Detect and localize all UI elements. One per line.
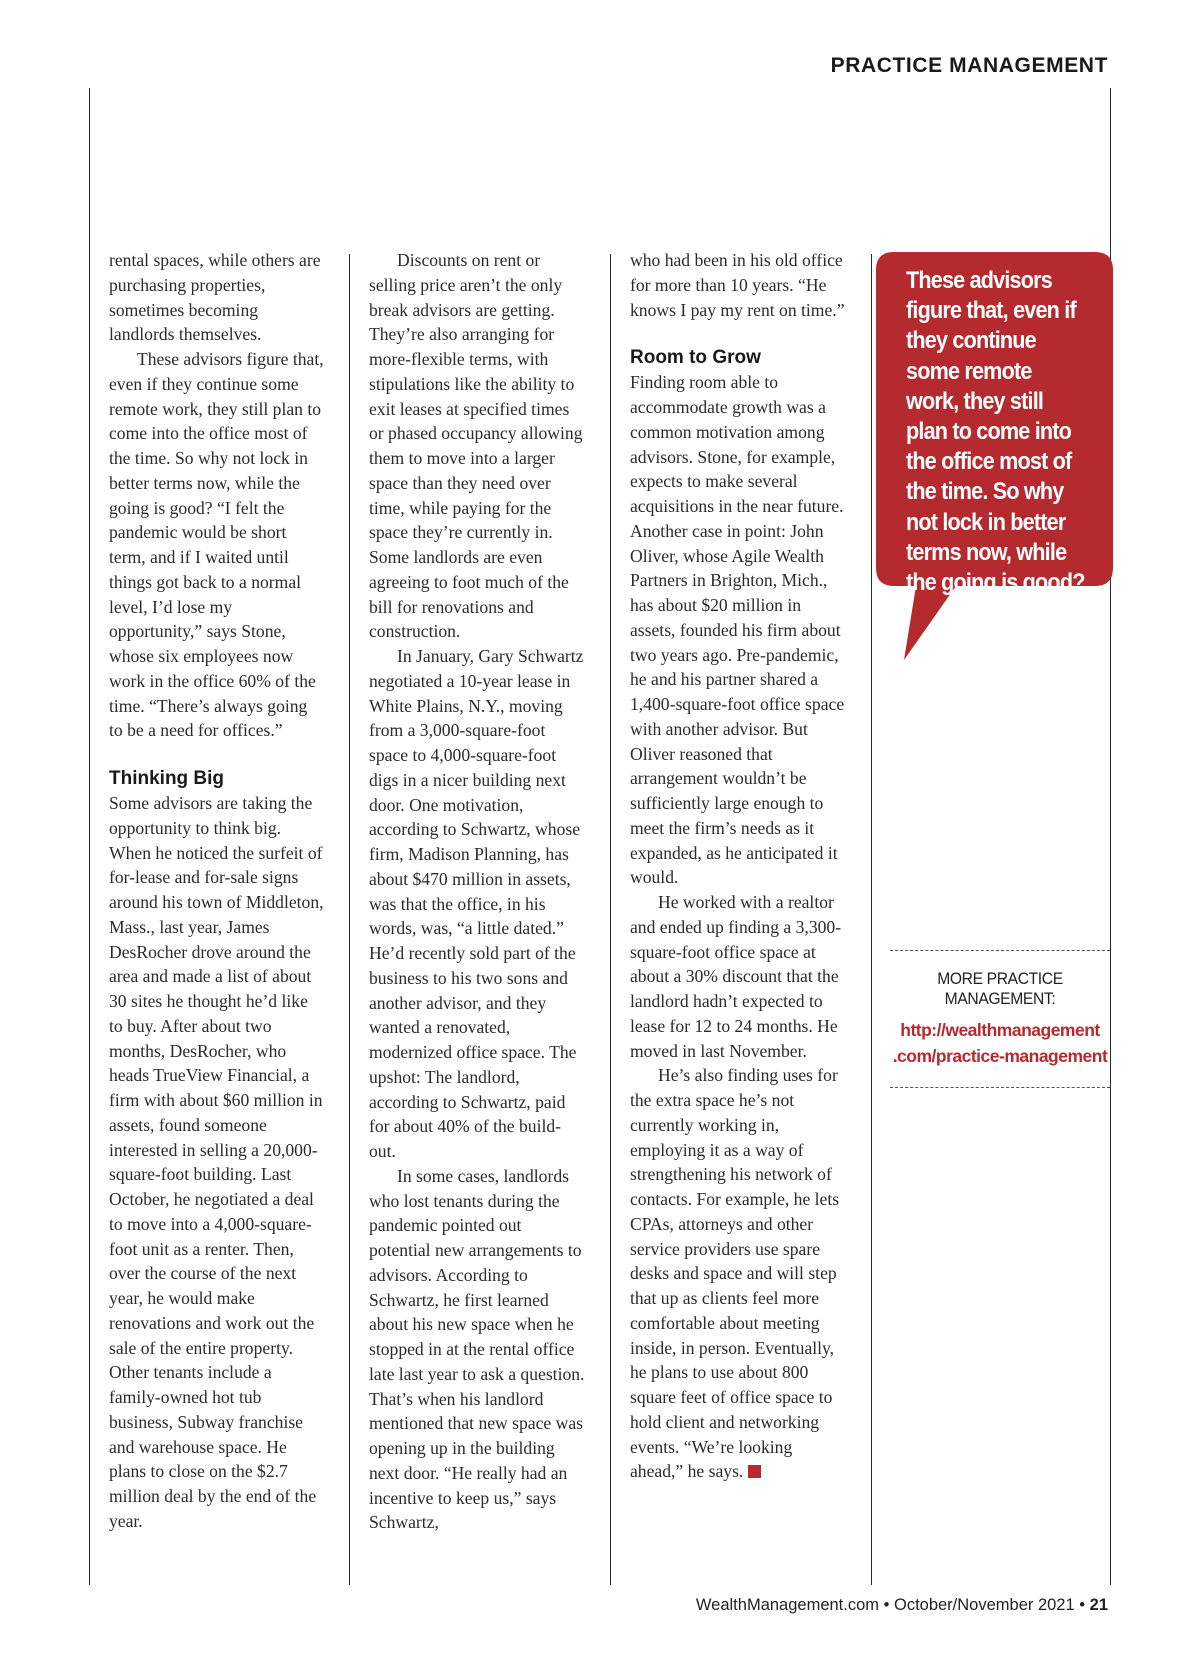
footer-bullet-1: •	[883, 1596, 894, 1614]
practice-management-link[interactable]	[890, 1017, 1110, 1069]
column3-paragraph-1: who had been in his old office for more than 10 years. “He knows I pay my rent on time.”	[630, 250, 845, 320]
left-page-rule	[89, 88, 90, 1585]
column2-paragraph-1: Discounts on rent or selling price aren’t the only break advisors are getting. They’re also arranging for more-flexible terms, with stipulations like the ability to exit leases at specified times or phased occupancy allowing them to move into a larger space than they need over time, while paying for the space they’re currently in. Some landlords are even agreeing to foot much of the bill for renovations and construction.	[369, 250, 583, 642]
column3-paragraph-2: Finding room able to accommodate growth was a common motivation among advisors. Stone, for example, expects to make several acquisitions in the near future. Another case in point: John Oliver, whose Agile Wealth Partners in Brighton, Mich., has about $20 million in assets, founded his firm about two years ago. Pre-pandemic, he and his partner shared a 1,400-square-foot office space with another advisor. But Oliver reasoned that arrangement wouldn’t be sufficiently large enough to meet the firm’s needs as it expanded, as he anticipated it would.	[630, 372, 845, 888]
more-label: MORE PRACTICE MANAGEMENT:	[937, 969, 1063, 1008]
article-column-3	[630, 248, 846, 1484]
column3-paragraph-3: He worked with a realtor and ended up finding a 3,300-square-foot office space at about a 30% discount that the landlord hadn’t expected to lease for 12 to 24 months. He moved in last November.	[630, 892, 842, 1061]
link-line-2: .com/practice-management	[892, 1046, 1108, 1066]
column2-paragraph-3: In some cases, landlords who lost tenants during the pandemic pointed out potential new arrangements to advisors. According to Schwartz, he first learned about his new space when he stopped in at the rental office late last year to ask a question. That’s when his landlord mentioned that new space was opening up in the building next door. “He really had an incentive to keep us,” says Schwartz,	[369, 1165, 585, 1533]
pull-quote-text: These advisors figure that, even if they continue some remote work, they still plan to come into the office most of the time. So why not lock in better terms now, while the going is good?	[906, 267, 1085, 597]
more-practice-management-box	[890, 950, 1110, 1088]
page-footer	[696, 1596, 1108, 1615]
column2-paragraph-2: In January, Gary Schwartz negotiated a 10-year lease in White Plains, N.Y., moving from a 3,000-square-foot space to 4,000-square-foot digs in a nicer building next door. One motivation, according to Schwartz, whose firm, Madison Planning, has about $470 million in assets, was that the office, in his words, was, “a little dated.” He’d recently sold part of the business to his two sons and another advisor, and they wanted a renovated, modernized office space. The upshot: The landlord, according to Schwartz, paid for about 40% of the build-out.	[369, 646, 584, 1161]
page-number: 21	[1089, 1596, 1108, 1614]
column1-paragraph-1: rental spaces, while others are purchasing properties, sometimes becoming landlords themselves.	[109, 250, 321, 345]
link-line-1: http://wealthmanagement	[900, 1020, 1100, 1040]
section-header: PRACTICE MANAGEMENT	[830, 54, 1108, 77]
article-column-2	[369, 248, 585, 1535]
column3-paragraph-4-text: He’s also finding uses for the extra space he’s not currently working in, employing it as a way of strengthening his network of contacts. For example, he lets CPAs, attorneys and other service providers use spare desks and space and will step that up as clients feel more comfortable about meeting inside, in person. Eventually, he plans to use about 800 square feet of office space to hold client and networking events. “We’re looking ahead,” he says.	[630, 1065, 840, 1482]
footer-site: WealthManagement.com	[695, 1596, 880, 1614]
footer-issue: October/November 2021	[893, 1596, 1075, 1614]
column-divider-2	[610, 254, 611, 1585]
column1-paragraph-2: These advisors figure that, even if they continue some remote work, they still plan to come into the office most of the time. So why not lock in better terms now, while the going is good? “I felt the pandemic would be short term, and if I waited until things got back to a normal level, I’d lose my opportunity,” says Stone, whose six employees now work in the office 60% of the time. “There’s always going to be a need for offices.”	[109, 349, 324, 741]
subheading-room-to-grow: Room to Grow	[630, 347, 761, 369]
column1-paragraph-3: Some advisors are taking the opportunity to think big. When he noticed the surfeit of for-lease and for-sale signs around his town of Middleton, Mass., last year, James DesRocher drove around the area and made a list of about 30 sites he thought he’d like to buy. After about two months, DesRocher, who heads TrueView Financial, a firm with about $60 million in assets, found someone interested in selling a 20,000-square-foot building. Last October, he negotiated a deal to move into a 4,000-square-foot unit as a renter. Then, over the course of the next year, he would make renovations and work out the sale of the entire property. Other tenants include a family-owned hot tub business, Subway franchise and warehouse space. He plans to close on the $2.7 million deal by the end of the year.	[109, 793, 324, 1531]
subheading-thinking-big: Thinking Big	[109, 768, 225, 789]
footer-bullet-2: •	[1079, 1596, 1090, 1614]
pull-quote-callout	[876, 252, 1113, 674]
column-divider-1	[349, 254, 350, 1585]
column-divider-3	[871, 254, 872, 1585]
article-column-1	[109, 248, 325, 1534]
column3-paragraph-4	[630, 1063, 846, 1484]
end-of-article-mark	[748, 1465, 761, 1478]
